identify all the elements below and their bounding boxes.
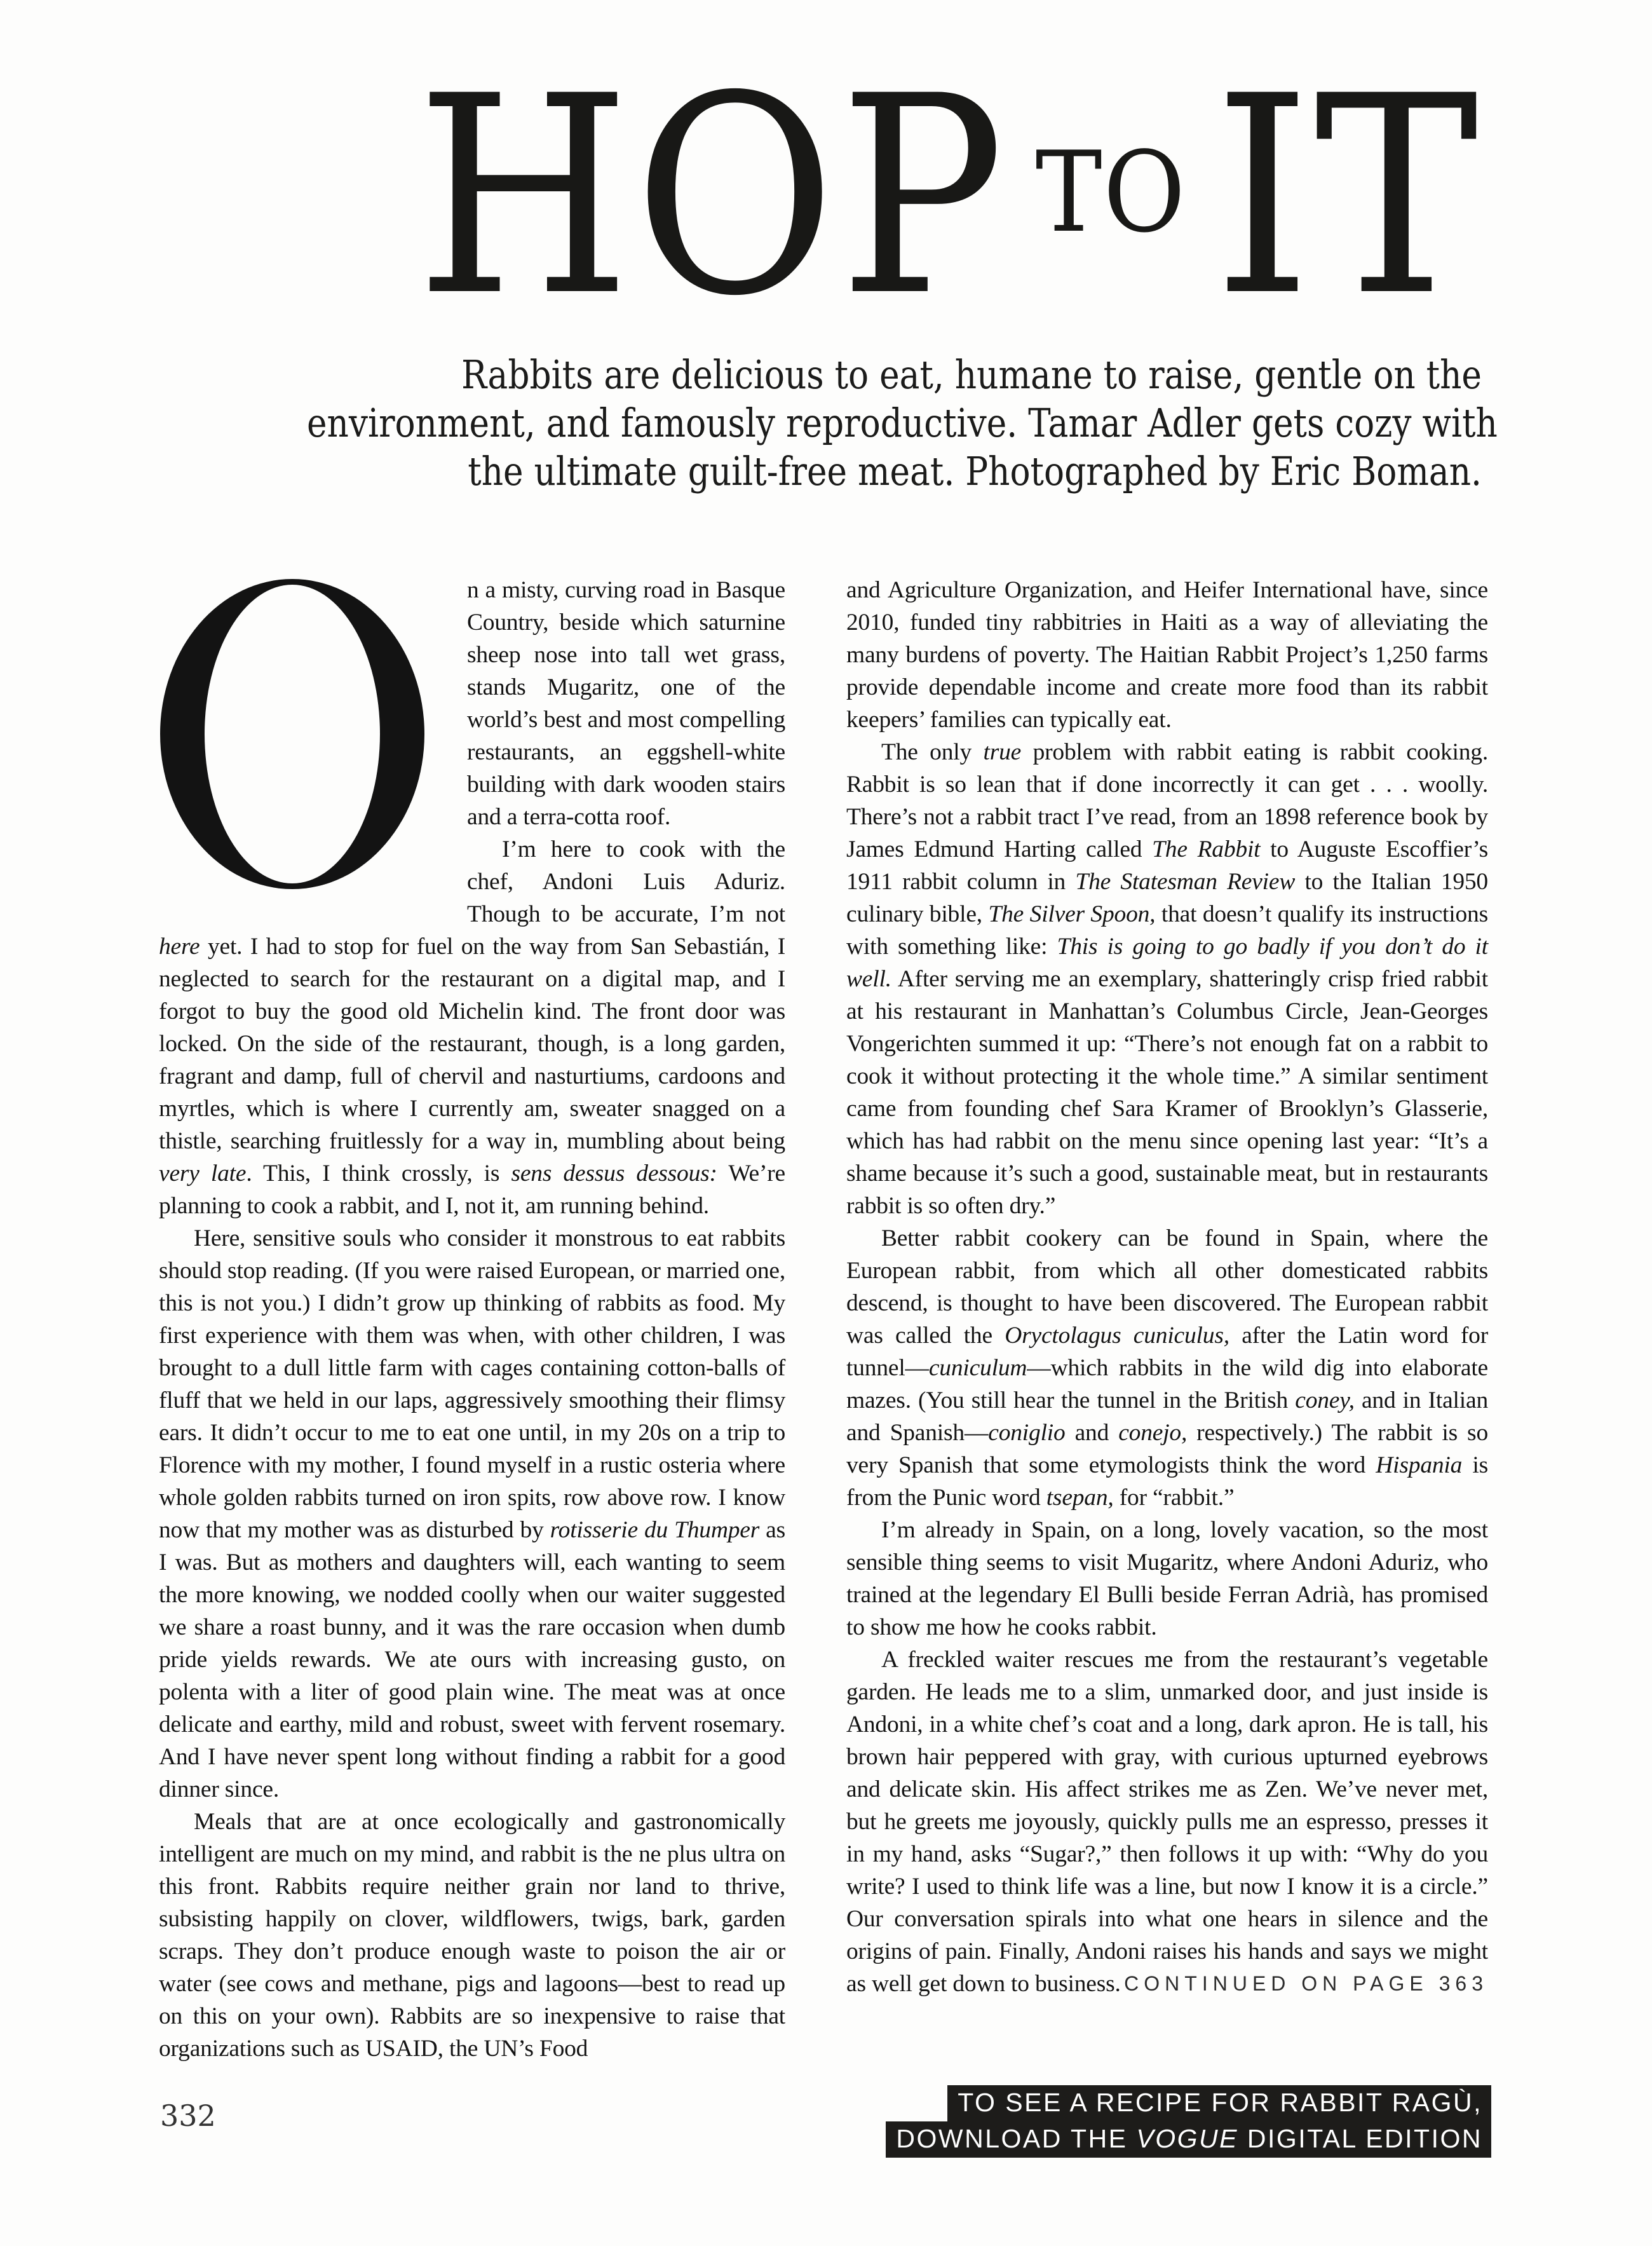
dek-line: the ultimate guilt-free meat. Photographed by Eric Boman. xyxy=(468,448,1482,494)
body-paragraph xyxy=(846,1644,1488,2000)
article-body xyxy=(159,574,1488,2065)
article-title xyxy=(416,38,1482,356)
drop-cap xyxy=(159,578,467,899)
title-word-to: TO xyxy=(1035,128,1187,257)
body-paragraph xyxy=(159,1806,785,2065)
text-run: that doesn’t qualify its instructions with something like: xyxy=(846,901,1488,960)
text-run: A freckled waiter rescues me from the restaurant’s vegetable garden. He leads me to a slim, unmarked door, and just inside is Andoni, in a white chef’s coat and a long, dark apron. He is tall, his brown hair peppered with gray, with curious upturned eyebrows and delicate skin. His affect strikes me as Zen. We’ve never met, but he greets me joyously, quickly pulls me an espresso, presses it in my hand, asks “Sugar?,” then follows it up with: “Why do you write? I used to think life was a line, but now I know it is a circle.” Our conversation spirals into what one hears in silence and the origins of pain. Finally, Andoni raises his hands and says we might as well get down to business. xyxy=(846,1647,1488,1997)
text-run: DOWNLOAD THE xyxy=(896,2124,1137,2153)
text-run: After serving me an exemplary, shatteringly crisp fried rabbit at his restaurant in Manhattan’s Columbus Circle, Jean-Georges Vongerichten summed it up: “There’s not enough fat on a rabbit to cook it without protecting it the whole time.” A similar sentiment came from founding chef Sara Kramer of Brooklyn’s Glasserie, which has had rabbit on the menu since opening last year: “It’s a shame because it’s such a good, sustainable meat, but in restaurants rabbit is so often dry.” xyxy=(846,966,1488,1219)
continued-on-page-note: CONTINUED ON PAGE 363 xyxy=(1124,1972,1488,1995)
text-run: The only xyxy=(881,739,984,765)
body-column-left xyxy=(159,574,785,2065)
italic-text-run: This is going to go badly if you don’t do it well. xyxy=(846,934,1488,992)
promo-badge-line-2 xyxy=(886,2121,1491,2158)
text-run: n a misty, curving road in Basque Country, beside which saturnine sheep nose into tall wet grass, stands Mugaritz, one of the world’s best and most compelling restaurants, an eggshell-white building with dark wooden stairs and a terra-cotta roof. xyxy=(467,577,785,830)
italic-text-run: The Silver Spoon, xyxy=(988,901,1156,927)
italic-text-run: coniglio xyxy=(988,1420,1066,1446)
text-run: —which rabbits in the wild dig into elaborate mazes. (You still hear the tunnel in the British xyxy=(846,1355,1488,1413)
body-paragraph xyxy=(846,1222,1488,1514)
text-run: after the Latin word for tunnel— xyxy=(846,1323,1488,1381)
italic-text-run: coney, xyxy=(1295,1387,1355,1413)
drop-cap-letter-shape xyxy=(159,578,426,890)
text-run: Here, sensitive souls who consider it monstrous to eat rabbits should stop reading. (If you were raised European, or married one, this is not you.) I didn’t grow up thinking of rabbits as food. My first experience with them was when, with other children, I was brought to a dull little farm with cages containing cotton-balls of fluff that we held in our laps, aggressively smoothing their flimsy ears. It didn’t occur to me to eat one until, in my 20s on a trip to Florence with my mother, I found myself in a rustic osteria where whole golden rabbits turned on iron spits, row above row. I know now that my mother was as disturbed by xyxy=(159,1225,785,1543)
italic-text-run: cuniculum xyxy=(928,1355,1027,1381)
text-run: We’re planning to cook a rabbit, and I, not it, am running behind. xyxy=(159,1160,785,1219)
text-run: Meals that are at once ecologically and gastronomically intelligent are much on my mind, and rabbit is the ne plus ultra on this front. Rabbits require neither grain nor land to thrive, subsisting happily on clover, wildflowers, twigs, bark, garden scraps. They don’t produce enough waste to poison the air or water (see cows and methane, pigs and lagoons—best to read up on this on your own). Rabbits are so inexpensive to raise that organizations such as USAID, the UN’s Food xyxy=(159,1809,785,2062)
italic-text-run: VOGUE xyxy=(1136,2124,1239,2153)
text-run: respectively.) The rabbit is so very Spanish that some etymologists think the word xyxy=(846,1420,1488,1478)
text-run: problem with rabbit eating is rabbit cooking. Rabbit is so lean that if done incorrectly it can get . . . woolly. There’s not a rabbit tract I’ve read, from an 1898 reference book by James Edmund Harting called xyxy=(846,739,1488,862)
promo-badge-line-1 xyxy=(947,2085,1491,2121)
italic-text-run: sens dessus dessous: xyxy=(511,1160,717,1187)
italic-text-run: very late xyxy=(159,1160,247,1187)
text-run: and Agriculture Organization, and Heifer International have, since 2010, funded tiny rabbitries in Haiti as a way of alleviating the many burdens of poverty. The Haitian Rabbit Project’s 1,250 farms provide dependable income and create more food than its rabbit keepers’ families can typically eat. xyxy=(846,577,1488,733)
text-run: yet. I had to stop for fuel on the way from San Sebastián, I neglected to search for the restaurant on a digital map, and I forgot to buy the good old Michelin kind. The front door was locked. On the side of the restaurant, though, is a long garden, fragrant and damp, full of chervil and nasturtiums, cardoons and myrtles, which is where I currently am, sweater snagged on a thistle, searching fruitlessly for a way in, mumbling about being xyxy=(159,934,785,1154)
body-column-right xyxy=(846,574,1488,2065)
text-run: I’m here to cook with the chef, Andoni Luis Aduriz. Though to be accurate, I’m not xyxy=(467,836,785,927)
text-run: . This, I think crossly, is xyxy=(246,1160,511,1187)
text-run: Better rabbit cookery can be found in Spain, where the European rabbit, from which all other domesticated rabbits descend, is thought to have been discovered. The European rabbit was called the xyxy=(846,1225,1488,1349)
title-word-hop: HOP xyxy=(416,38,1008,356)
italic-text-run: Oryctolagus cuniculus, xyxy=(1005,1323,1229,1349)
text-run: as I was. But as mothers and daughters will, each wanting to seem the more knowing, we nodded coolly when our waiter suggested we share a roast bunny, and it was the rare occasion when dumb pride yields rewards. We ate ours with increasing gusto, on polenta with a liter of good plain wine. The meat was at once delicate and earthy, mild and robust, sweet with fervent rosemary. And I have never spent long without finding a rabbit for a good dinner since. xyxy=(159,1517,785,1802)
italic-text-run: The Rabbit xyxy=(1152,836,1261,862)
text-run: is from the Punic word xyxy=(846,1452,1488,1511)
text-run: to the Italian 1950 culinary bible, xyxy=(846,869,1488,927)
italic-text-run: Hispania xyxy=(1376,1452,1463,1478)
dek-line: environment, and famously reproductive. Tamar Adler gets cozy with xyxy=(307,400,1498,446)
text-run: DIGITAL EDITION xyxy=(1238,2124,1482,2153)
italic-text-run: true xyxy=(983,739,1022,765)
italic-text-run: here xyxy=(159,934,200,960)
title-word-it: IT xyxy=(1214,38,1482,356)
text-run: to Auguste Escoffier’s 1911 rabbit column in xyxy=(846,836,1488,895)
text-run: TO SEE A RECIPE FOR RABBIT RAGÙ, xyxy=(958,2088,1482,2117)
digital-edition-promo-badge xyxy=(886,2085,1491,2158)
text-run: and in Italian and Spanish— xyxy=(846,1387,1488,1446)
body-paragraph xyxy=(159,1222,785,1806)
italic-text-run: The Statesman Review xyxy=(1075,869,1296,895)
body-paragraph xyxy=(159,574,785,833)
text-run: for “rabbit.” xyxy=(1113,1485,1235,1511)
dek-line: Rabbits are delicious to eat, humane to raise, gentle on the xyxy=(461,351,1482,398)
italic-text-run: rotisserie du Thumper xyxy=(550,1517,760,1543)
article-dek xyxy=(307,351,1498,496)
body-paragraph xyxy=(846,1514,1488,1644)
text-run: and xyxy=(1065,1420,1119,1446)
italic-text-run: tsepan, xyxy=(1046,1485,1114,1511)
page-number: 332 xyxy=(160,2099,216,2133)
italic-text-run: conejo, xyxy=(1118,1420,1188,1446)
text-run: I’m already in Spain, on a long, lovely vacation, so the most sensible thing seems to visit Mugaritz, where Andoni Aduriz, who trained at the legendary El Bulli beside Ferran Adrià, has promised to show me how he cooks rabbit. xyxy=(846,1517,1488,1640)
body-paragraph xyxy=(846,574,1488,736)
body-paragraph xyxy=(846,736,1488,1222)
